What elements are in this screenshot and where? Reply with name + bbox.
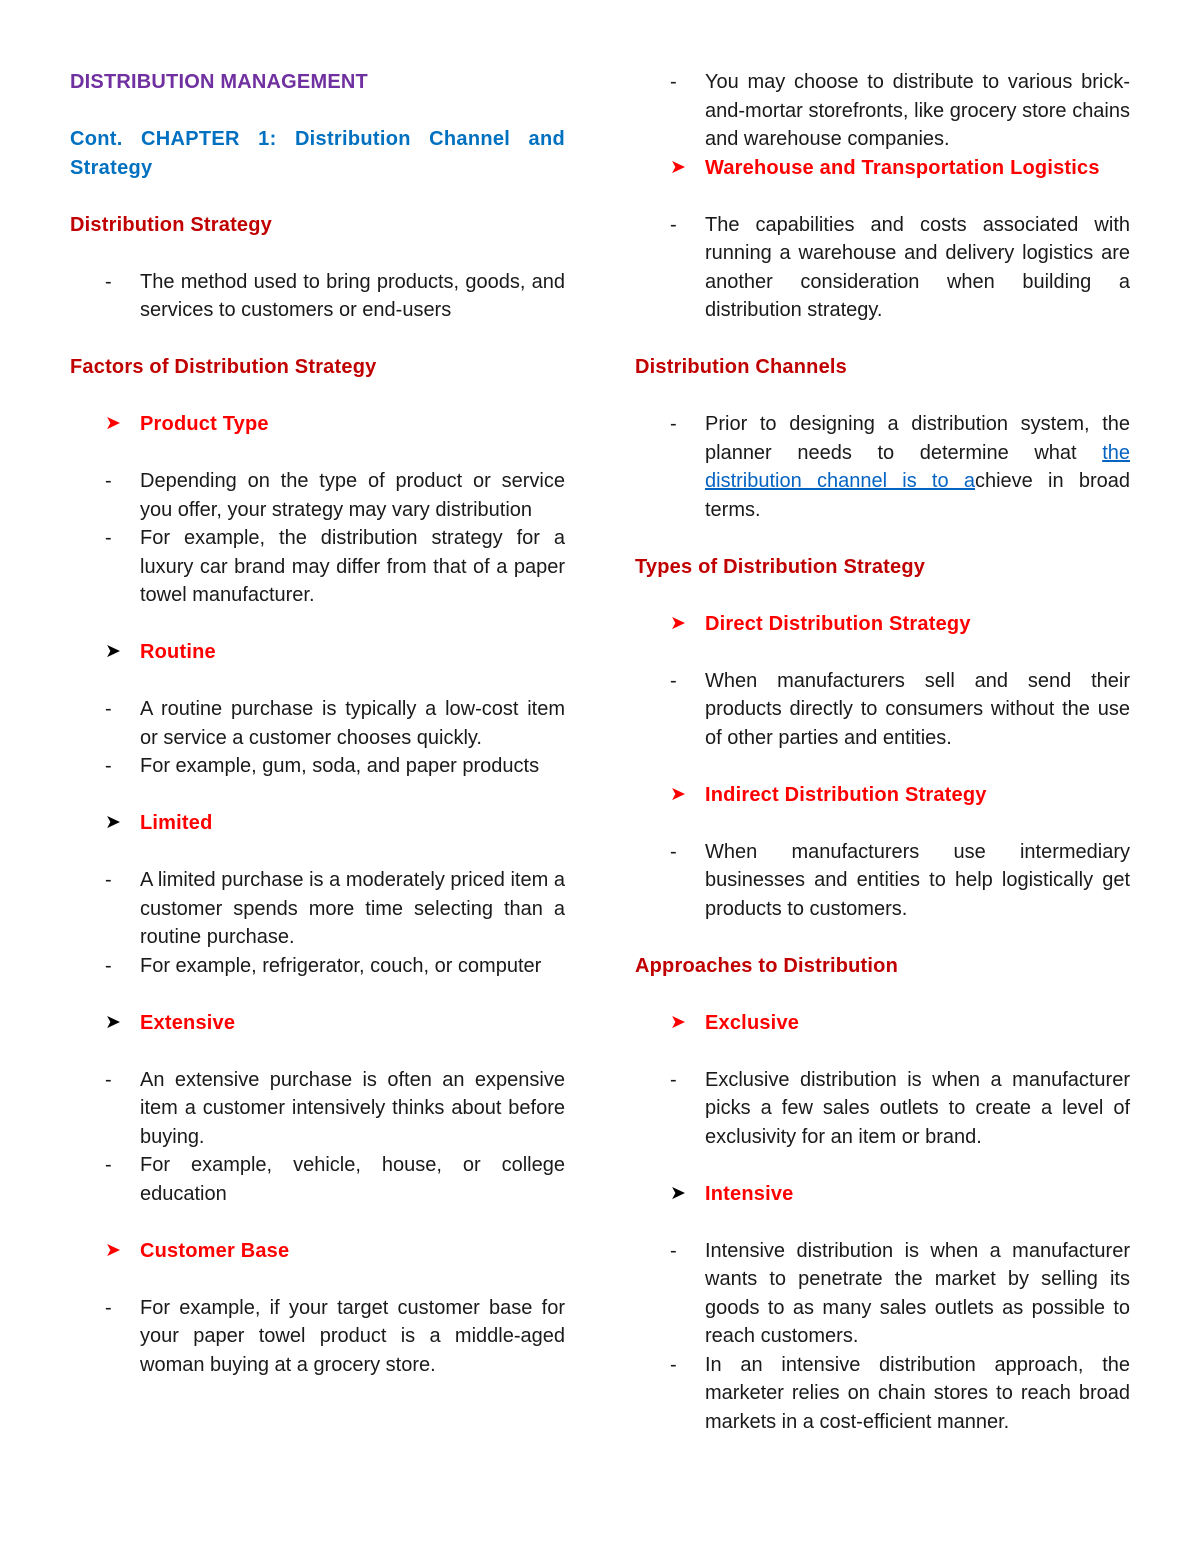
document-title: DISTRIBUTION MANAGEMENT [70, 71, 368, 93]
subheading-label: Limited [140, 812, 213, 834]
dash-bullet: - [670, 840, 677, 863]
list-item [70, 695, 565, 752]
subheading-label: Routine [140, 641, 216, 663]
arrow-bullet-icon: ➤ [105, 812, 121, 833]
subheading-limited [70, 809, 565, 838]
bullet-text: A routine purchase is typically a low-cost item or service a customer chooses quickly. [140, 698, 565, 749]
arrow-bullet-icon: ➤ [670, 612, 686, 634]
subheading-routine [70, 638, 565, 667]
bullet-text: You may choose to distribute to various brick- and-mortar storefronts, like grocery store chains and warehouse companies. [705, 71, 1130, 150]
bullet-text: An extensive purchase is often an expensive item a customer intensively thinks about before buying. [140, 1068, 565, 1148]
list-item [70, 467, 565, 524]
bullet-text-part: Prior to designing a distribution system, the planner needs to determine what [705, 413, 1130, 464]
subheading-label: Indirect Distribution Strategy [705, 783, 987, 806]
heading-factors: Factors of Distribution Strategy [70, 356, 377, 378]
subheading-indirect [635, 781, 1130, 810]
dash-bullet: - [670, 413, 677, 435]
list-item [70, 524, 565, 610]
heading-approaches: Approaches to Distribution [635, 954, 898, 977]
hyperlink[interactable]: the distribution channel is to a [705, 441, 1130, 492]
chapter-title: Cont. CHAPTER 1: Distribution Channel and Strategy [70, 128, 565, 179]
bullet-text: For example, vehicle, house, or college education [140, 1154, 565, 1205]
list-item [635, 1351, 1130, 1437]
heading-types: Types of Distribution Strategy [635, 555, 926, 578]
dash-bullet: - [105, 470, 112, 492]
dash-bullet: - [105, 270, 112, 293]
bullet-text: For example, the distribution strategy for a luxury car brand may differ from that of a paper towel manufacturer. [140, 527, 565, 606]
bullet-text: The method used to bring products, goods, and services to customers or end-users [140, 270, 565, 321]
list-item [635, 667, 1130, 753]
arrow-bullet-icon: ➤ [670, 1182, 686, 1204]
bullet-text: For example, refrigerator, couch, or computer [140, 954, 542, 977]
bullet-text: Depending on the type of product or service you offer, your strategy may vary distribution [140, 470, 565, 521]
dash-bullet: - [670, 1239, 677, 1262]
subheading-warehouse [635, 154, 1130, 183]
dash-bullet: - [670, 1068, 677, 1091]
list-item [635, 1237, 1130, 1351]
bullet-text: For example, gum, soda, and paper products [140, 755, 540, 777]
subheading-intensive [635, 1180, 1130, 1209]
bullet-text: When manufacturers use intermediary businesses and entities to help logistically get products to customers. [705, 840, 1130, 920]
heading-distribution-channels: Distribution Channels [635, 356, 847, 378]
subheading-label: Intensive [705, 1182, 794, 1205]
dash-bullet: - [105, 698, 112, 720]
arrow-bullet-icon: ➤ [105, 1011, 121, 1033]
bullet-text: In an intensive distribution approach, the marketer relies on chain stores to reach broad markets in a cost-efficient manner. [705, 1353, 1130, 1433]
arrow-bullet-icon: ➤ [670, 156, 686, 178]
subheading-extensive [70, 1009, 565, 1038]
dash-bullet: - [105, 1068, 112, 1091]
arrow-bullet-icon: ➤ [105, 1239, 121, 1261]
subheading-customer-base [70, 1237, 565, 1266]
list-item [635, 410, 1130, 524]
bullet-text: Intensive distribution is when a manufacturer wants to penetrate the market by selling its goods to as many sales outlets as possible to reach customers. [705, 1239, 1130, 1347]
bullet-text: A limited purchase is a moderately priced item a customer spends more time selecting than a routine purchase. [140, 869, 565, 948]
bullet-text: Exclusive distribution is when a manufacturer picks a few sales outlets to create a level of exclusivity for an item or brand. [705, 1068, 1130, 1148]
dash-bullet: - [105, 1154, 112, 1176]
dash-bullet: - [670, 1353, 677, 1376]
arrow-bullet-icon: ➤ [670, 1011, 686, 1033]
subheading-label: Direct Distribution Strategy [705, 612, 971, 635]
arrow-bullet-icon: ➤ [105, 641, 121, 662]
list-item [70, 866, 565, 952]
bullet-text: When manufacturers sell and send their products directly to consumers without the use of other parties and entities. [705, 669, 1130, 749]
dash-bullet: - [670, 71, 677, 93]
left-column [70, 68, 565, 1379]
list-item [70, 1151, 565, 1208]
subheading-label: Exclusive [705, 1011, 800, 1034]
subheading-label: Warehouse and Transportation Logistics [705, 156, 1100, 179]
bullet-text [705, 410, 1130, 524]
dash-bullet: - [105, 755, 112, 777]
list-item [70, 752, 565, 781]
subheading-product-type [70, 410, 565, 439]
list-item [70, 268, 565, 325]
arrow-bullet-icon: ➤ [670, 783, 686, 805]
list-item [635, 211, 1130, 325]
list-item [635, 1066, 1130, 1152]
bullet-text-part: chieve in broad terms. [705, 470, 1130, 521]
arrow-bullet-icon: ➤ [105, 413, 121, 434]
list-item [635, 838, 1130, 924]
dash-bullet: - [105, 527, 112, 549]
list-item [70, 1066, 565, 1152]
heading-distribution-strategy: Distribution Strategy [70, 213, 272, 236]
list-item [70, 952, 565, 981]
subheading-label: Product Type [140, 413, 269, 435]
subheading-label: Extensive [140, 1011, 236, 1034]
dash-bullet: - [670, 213, 677, 236]
subheading-exclusive [635, 1009, 1130, 1038]
bullet-text: For example, if your target customer base for your paper towel product is a middle-aged woman buying at a grocery store. [140, 1296, 565, 1376]
dash-bullet: - [105, 1296, 112, 1319]
bullet-text: The capabilities and costs associated with running a warehouse and delivery logistics are another consideration when building a distribution strategy. [705, 213, 1130, 321]
list-item [70, 1294, 565, 1380]
right-column [635, 68, 1130, 1436]
dash-bullet: - [105, 869, 112, 891]
list-item [635, 68, 1130, 154]
subheading-label: Customer Base [140, 1239, 290, 1262]
dash-bullet: - [105, 954, 112, 977]
subheading-direct [635, 610, 1130, 639]
dash-bullet: - [670, 669, 677, 692]
